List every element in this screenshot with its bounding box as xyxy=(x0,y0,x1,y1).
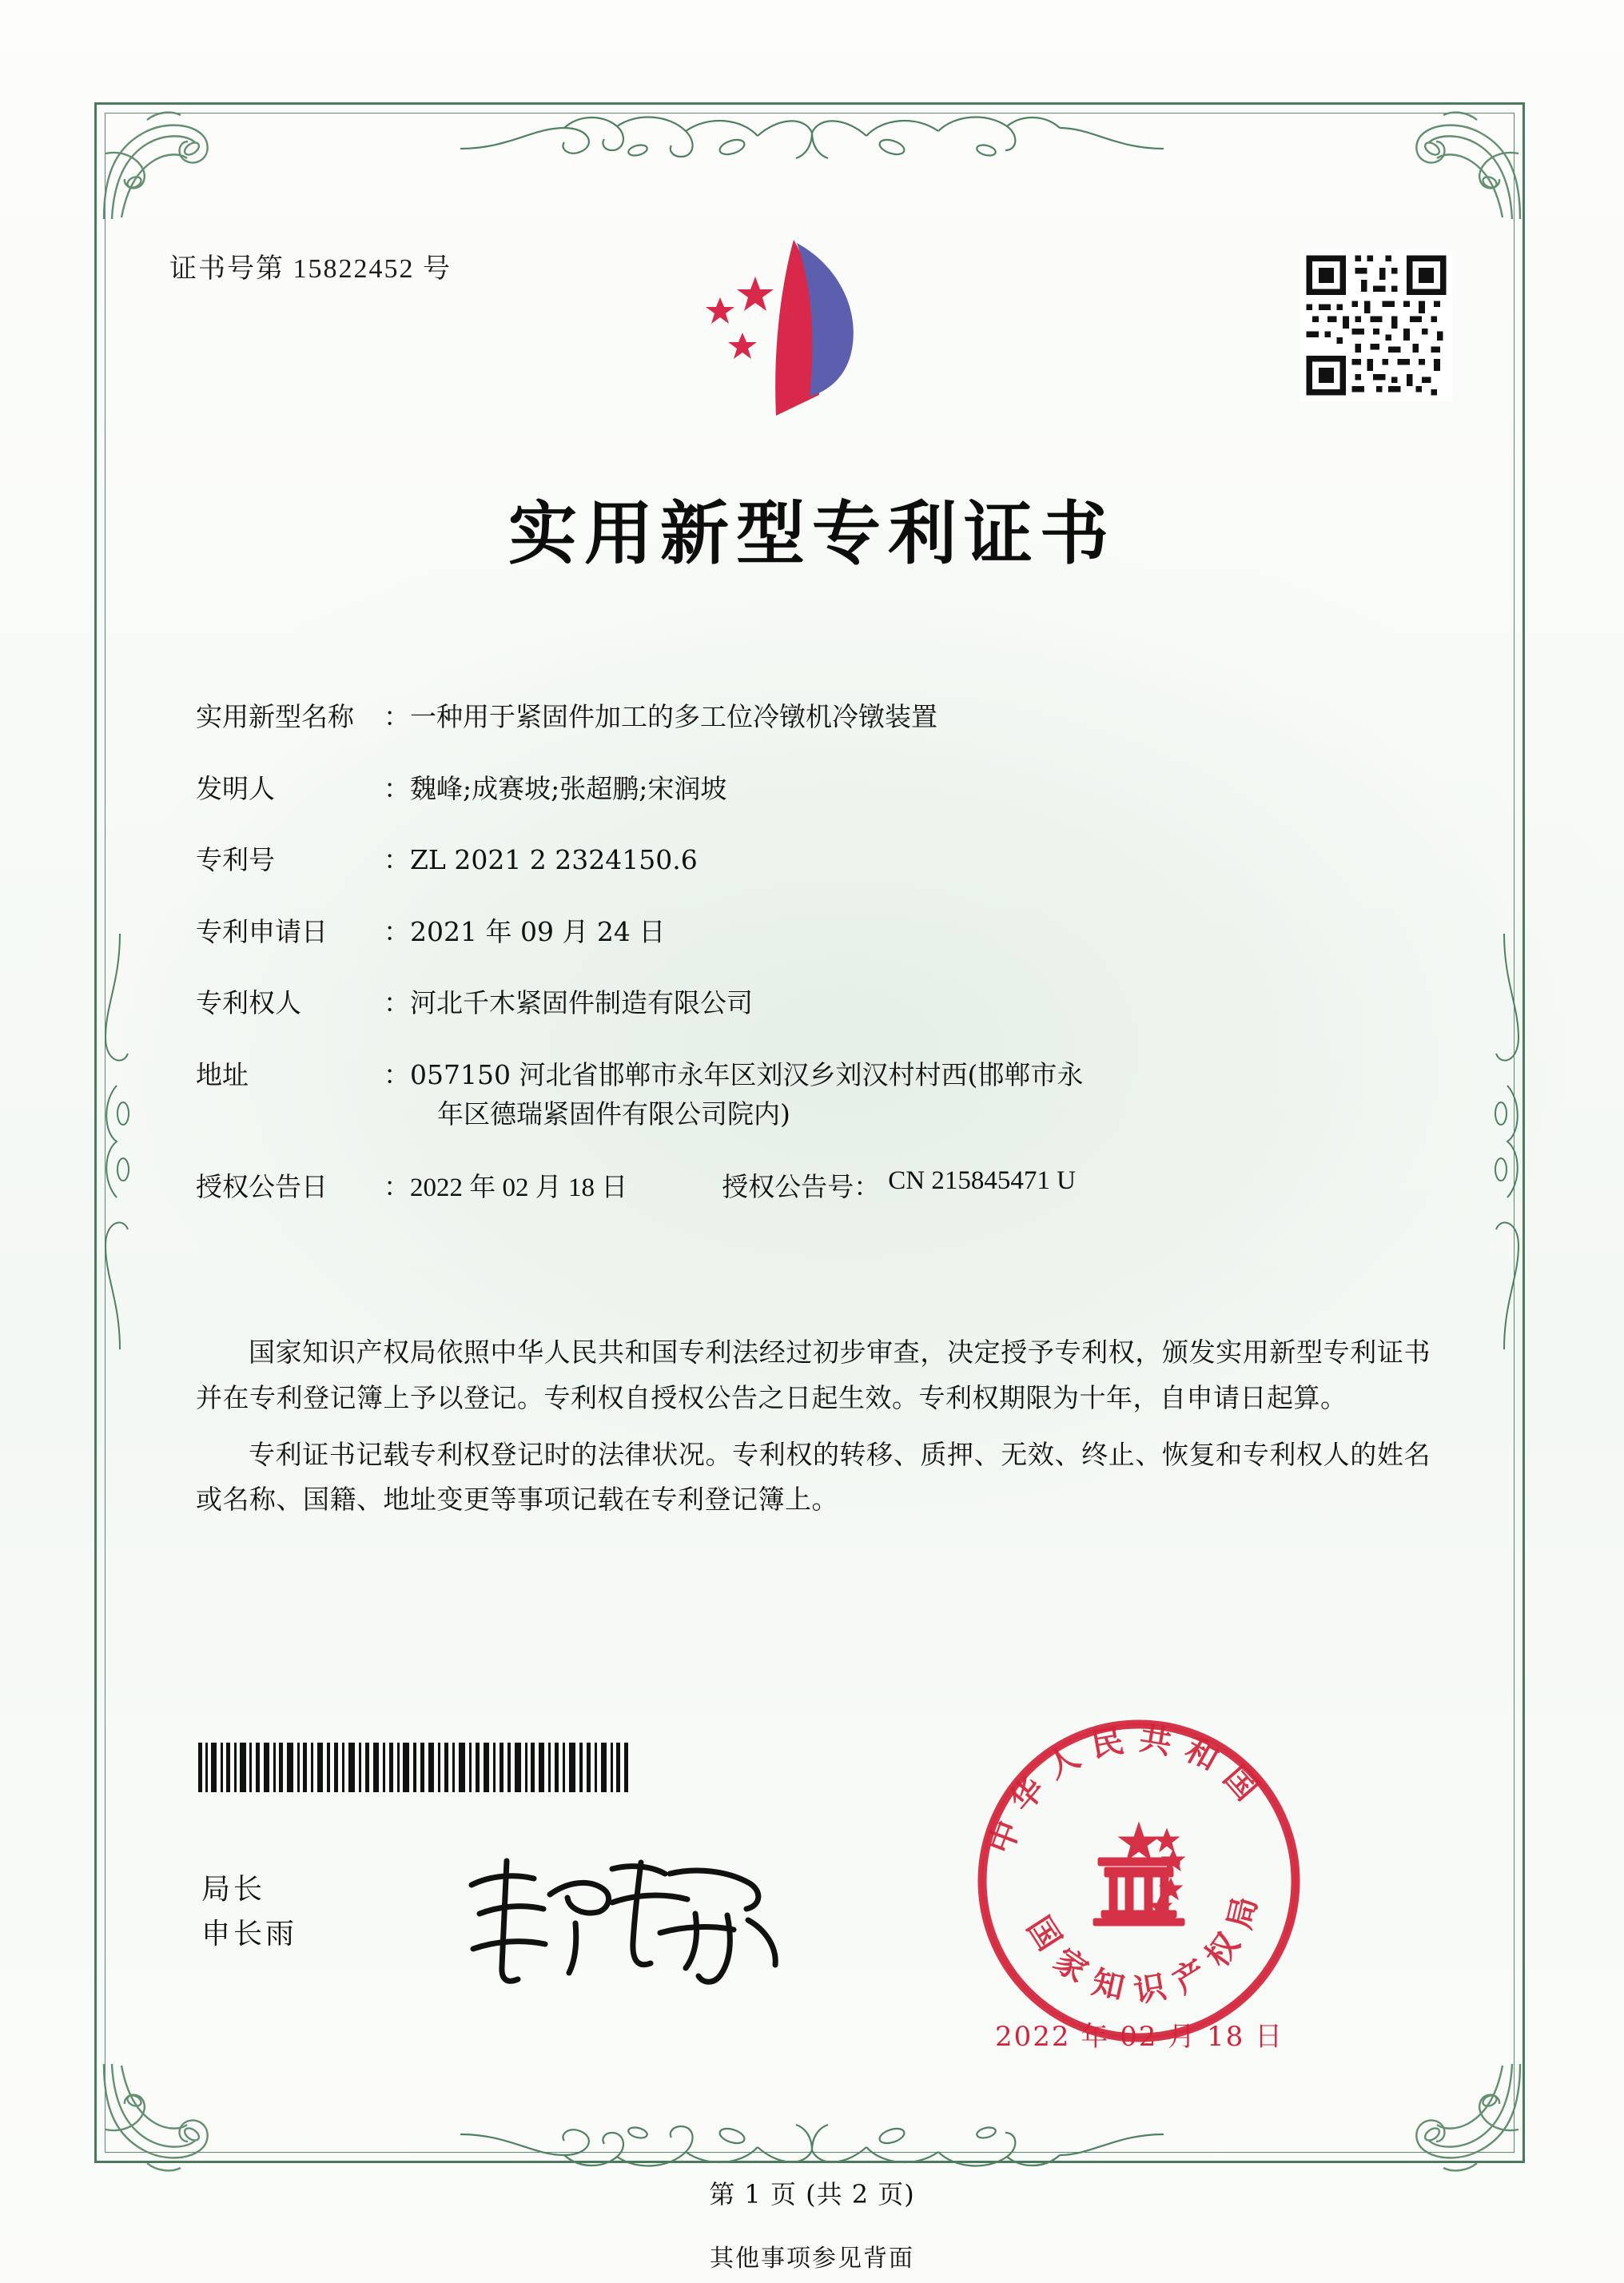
corner-ornament-icon xyxy=(98,106,233,225)
signatory-title: 局长 xyxy=(201,1873,266,1906)
legal-paragraph-1: 国家知识产权局依照中华人民共和国专利法经过初步审查，决定授予专利权，颁发实用新型专利证书并在专利登记簿上予以登记。专利权自授权公告之日起生效。专利权期限为十年，自申请日起算。 xyxy=(196,1337,1431,1413)
handwritten-signature-icon xyxy=(456,1847,815,1994)
page-number: 第 1 页 (共 2 页) xyxy=(709,2179,915,2209)
field-value xyxy=(410,1055,1427,1134)
signatory-block xyxy=(201,1867,297,1957)
left-border-flourish-icon xyxy=(96,934,144,1349)
field-label: 发明人 ： xyxy=(196,772,410,804)
grant-number-value: CN 215845471 U xyxy=(888,1165,1076,1195)
bottom-border-flourish-icon xyxy=(460,2106,1164,2182)
field-patentee xyxy=(196,983,1427,1023)
field-label: 实用新型名称 ： xyxy=(196,701,410,732)
legal-text-block xyxy=(196,1330,1431,1534)
seal-date: 2022 年 02 月 18 日 xyxy=(995,2021,1284,2053)
field-value: ZL 2021 2 2324150.6 xyxy=(410,844,698,875)
field-value: 河北千木紧固件制造有限公司 xyxy=(410,987,753,1018)
right-border-flourish-icon xyxy=(1480,934,1528,1349)
corner-ornament-icon xyxy=(1391,106,1526,225)
field-label: 地址 ： xyxy=(196,1058,410,1090)
field-label: 专利号 ： xyxy=(196,844,410,875)
field-value: 2021 年 09 月 24 日 xyxy=(410,915,666,947)
corner-ornament-icon xyxy=(1391,2058,1526,2177)
grant-number-group xyxy=(722,1166,1076,1204)
address-line-2: 年区德瑞紧固件有限公司院内) xyxy=(437,1098,790,1130)
field-label: 专利申请日 ： xyxy=(196,915,410,947)
corner-ornament-icon xyxy=(98,2058,233,2177)
grant-date-value: 2022 年 02 月 18 日 xyxy=(410,1173,628,1202)
qr-code-icon xyxy=(1300,249,1452,401)
svg-text:国家知识产权局: 国家知识产权局 xyxy=(1019,1879,1268,2010)
svg-text:中华人民共和国: 中华人民共和国 xyxy=(981,1719,1274,1859)
page-title: 实用新型专利证书 xyxy=(508,493,1116,574)
field-patent-number xyxy=(196,840,1427,880)
grant-number-label: 授权公告号： xyxy=(722,1173,881,1202)
field-address xyxy=(196,1055,1427,1134)
official-red-seal-icon xyxy=(967,1709,1311,2053)
field-application-date xyxy=(196,912,1427,952)
certificate-number: 证书号第 15822452 号 xyxy=(169,254,452,284)
field-value: 一种用于紧固件加工的多工位冷镦机冷镦装置 xyxy=(410,701,937,732)
field-value: 魏峰;成赛坡;张超鹏;宋润坡 xyxy=(410,772,727,804)
legal-paragraph-2: 专利证书记载专利权登记时的法律状况。专利权的转移、质押、无效、终止、恢复和专利权人的姓名或名称、国籍、地址变更等事项记载在专利登记簿上。 xyxy=(196,1438,1431,1516)
certificate-fields xyxy=(196,697,1427,1237)
signatory-name: 申长雨 xyxy=(201,1917,298,1950)
field-grant-announcement xyxy=(196,1166,1427,1204)
field-label: 专利权人 ： xyxy=(196,987,410,1018)
grant-date-label: 授权公告日 ： xyxy=(196,1173,410,1202)
field-inventors xyxy=(196,769,1427,809)
barcode-icon xyxy=(198,1743,630,1792)
address-line-1: 057150 河北省邯郸市永年区刘汉乡刘汉村村西(邯郸市永 xyxy=(410,1058,1084,1090)
top-border-flourish-icon xyxy=(460,101,1164,177)
footer-note: 其他事项参见背面 xyxy=(710,2245,914,2273)
field-utility-model-name xyxy=(196,697,1427,737)
cnipa-logo-icon xyxy=(675,230,931,430)
